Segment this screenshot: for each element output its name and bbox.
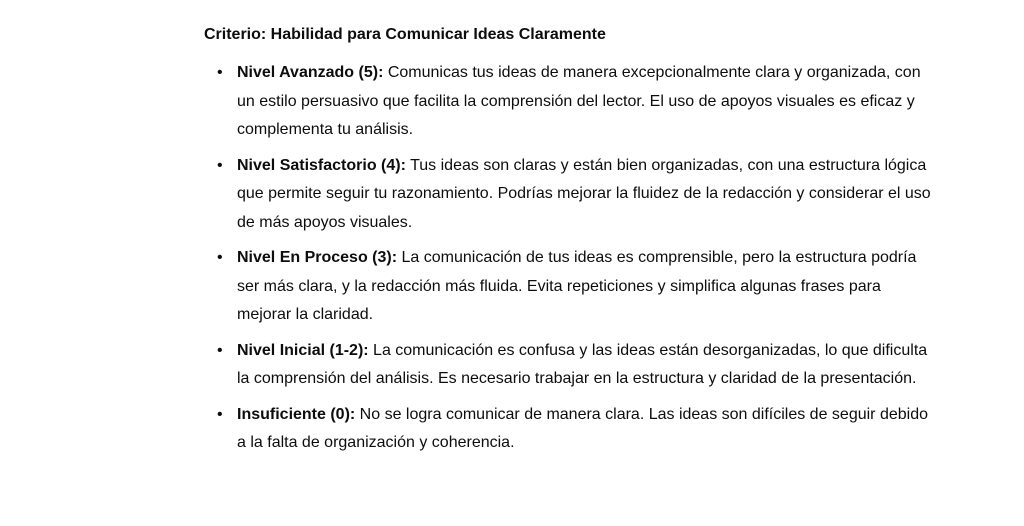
level-description: Tus ideas son claras y están bien organizadas, con una estructura lógica que permite seguir tu razonamiento. Podrías mejorar la fluidez de la redacción y considerar el uso de más apoyos visuales. <box>237 156 931 231</box>
list-item-level-5 <box>204 59 934 145</box>
criterion-title: Criterio: Habilidad para Comunicar Ideas Claramente <box>204 26 606 43</box>
bullet-icon: • <box>217 249 223 266</box>
rubric-content <box>204 24 934 465</box>
list-item-level-1-2 <box>204 337 934 394</box>
level-description: Comunicas tus ideas de manera excepcionalmente clara y organizada, con un estilo persuasivo que facilita la comprensión del lector. El uso de apoyos visuales es eficaz y complementa tu análisis. <box>237 64 921 138</box>
level-label: Nivel Inicial (1-2): <box>237 341 369 359</box>
bullet-icon: • <box>217 64 223 81</box>
level-description: La comunicación es confusa y las ideas están desorganizadas, lo que dificulta la comprensión del análisis. Es necesario trabajar en la estructura y claridad de la presentación. <box>237 341 928 387</box>
level-label: Nivel En Proceso (3): <box>237 249 398 266</box>
level-description: La comunicación de tus ideas es comprensible, pero la estructura podría ser más clara, y la redacción más fluida. Evita repeticiones y simplifica algunas frases para mejorar la claridad. <box>237 249 917 323</box>
level-label: Nivel Avanzado (5): <box>237 64 384 81</box>
bullet-icon: • <box>217 156 223 174</box>
level-label: Insuficiente (0): <box>237 405 356 423</box>
list-item-level-0 <box>204 401 934 458</box>
bullet-icon: • <box>217 405 223 423</box>
levels-list <box>204 59 934 458</box>
list-item-level-4 <box>204 152 934 238</box>
level-description: No se logra comunicar de manera clara. Las ideas son difíciles de seguir debido a la falta de organización y coherencia. <box>237 405 928 451</box>
bullet-icon: • <box>217 341 223 359</box>
list-item-level-3 <box>204 244 934 330</box>
level-label: Nivel Satisfactorio (4): <box>237 156 406 174</box>
